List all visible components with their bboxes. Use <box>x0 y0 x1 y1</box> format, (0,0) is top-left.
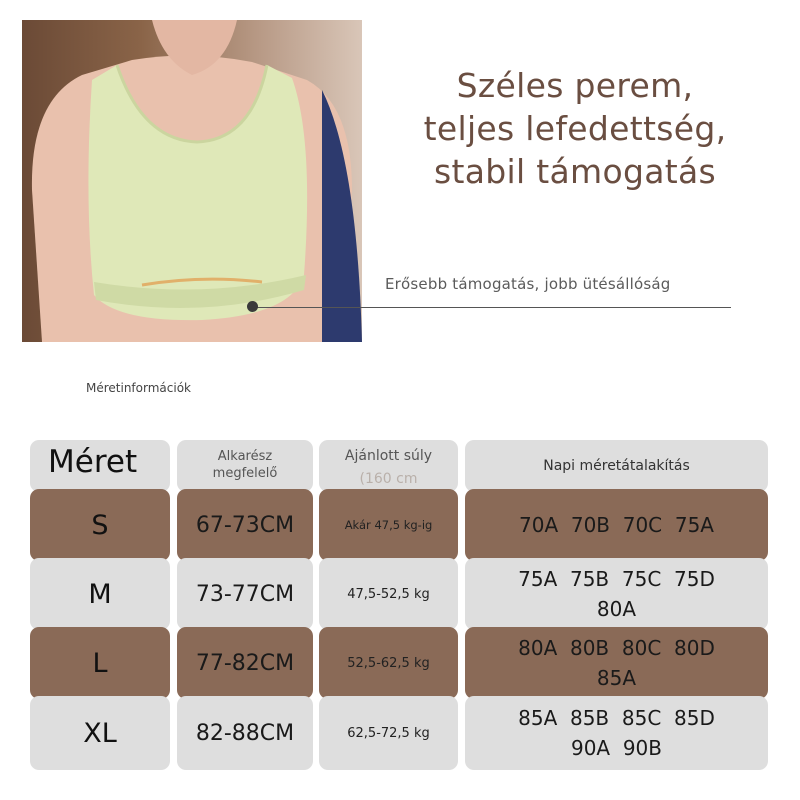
headline <box>400 64 750 193</box>
table-row-conversion <box>465 558 768 630</box>
table-row-underbust: 77-82CM <box>177 627 313 699</box>
callout-line <box>253 307 731 308</box>
header-weight <box>319 440 458 492</box>
conversion-line: 85A 85B 85C 85D <box>518 706 715 730</box>
conversion-line: 90A 90B <box>570 736 662 760</box>
table-row-conversion <box>465 627 768 699</box>
table-row-underbust: 67-73CM <box>177 489 313 561</box>
table-row-underbust: 73-77CM <box>177 558 313 630</box>
product-photo <box>22 20 362 342</box>
headline-line: stabil támogatás <box>434 152 716 191</box>
table-row-size: S <box>30 489 170 561</box>
table-row-size: L <box>30 627 170 699</box>
header-weight-label: Ajánlott súly <box>344 448 433 464</box>
conversion-line: 70A 70B 70C 75A <box>519 513 714 537</box>
headline-line: Széles perem, <box>456 66 694 105</box>
sports-bra-illustration <box>22 20 362 342</box>
table-row-underbust: 82-88CM <box>177 696 313 770</box>
table-row-weight: 62,5-72,5 kg <box>319 696 458 770</box>
conversion-line: 80A 80B 80C 80D <box>518 636 715 660</box>
headline-line: teljes lefedettség, <box>423 109 727 148</box>
conversion-line: 75A 75B 75C 75D <box>518 567 715 591</box>
section-label: Méretinformációk <box>86 381 191 395</box>
header-size-label: Méret <box>48 444 138 480</box>
table-row-weight: 52,5-62,5 kg <box>319 627 458 699</box>
header-underbust-label: Alkarész megfelelő <box>212 449 278 481</box>
feature-callout: Erősebb támogatás, jobb ütésállóság <box>385 275 671 293</box>
table-row-weight: 47,5-52,5 kg <box>319 558 458 630</box>
table-row-weight: Akár 47,5 kg-ig <box>319 489 458 561</box>
header-underbust <box>177 440 313 492</box>
table-row-size: M <box>30 558 170 630</box>
header-weight-note: (160 cm <box>359 471 418 487</box>
header-size <box>30 440 170 492</box>
callout-dot <box>247 301 258 312</box>
header-conversion-label: Napi méretátalakítás <box>543 458 690 474</box>
conversion-line: 85A <box>596 666 637 690</box>
table-row-conversion <box>465 489 768 561</box>
table-row-conversion <box>465 696 768 770</box>
conversion-line: 80A <box>596 597 637 621</box>
header-conversion <box>465 440 768 492</box>
table-row-size: XL <box>30 696 170 770</box>
